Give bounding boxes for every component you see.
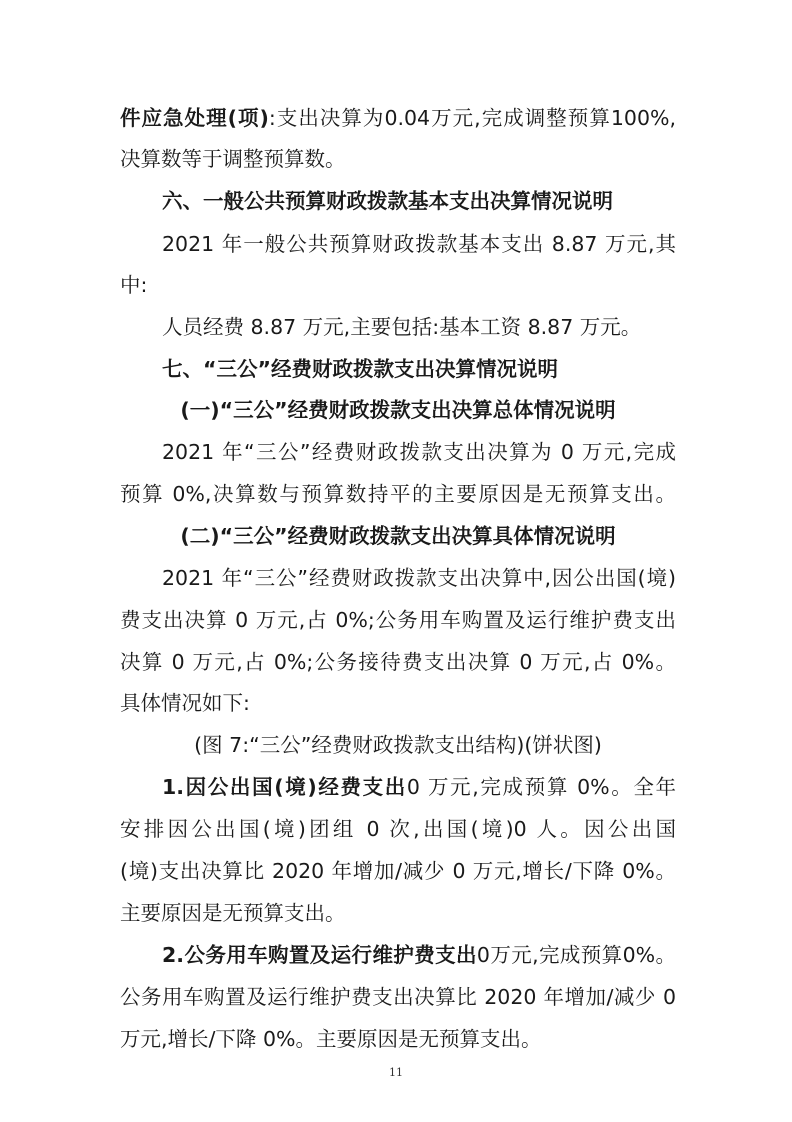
body-text: 0 万元,完成预算 0%。全年	[406, 775, 676, 799]
bold-heading-text: 2.公务用车购置及运行维护费支出	[162, 943, 477, 967]
paragraph-line	[162, 229, 676, 259]
body-text: 安排因公出国(境)团组 0 次,出国(境)0 人。因公出国	[120, 817, 676, 841]
body-text: 费支出决算 0 万元,占 0%;公务用车购置及运行维护费支出	[120, 608, 676, 632]
body-text: 决算数等于调整预算数。	[120, 147, 346, 171]
paragraph-line	[120, 1024, 676, 1054]
body-text: (境)支出决算比 2020 年增加/减少 0 万元,增长/下降 0%。	[120, 859, 676, 883]
body-text: 万元,增长/下降 0%。主要原因是无预算支出。	[120, 1027, 542, 1051]
paragraph-line	[120, 856, 676, 886]
body-text: 公务用车购置及运行维护费支出决算比 2020 年增加/减少 0	[120, 985, 676, 1009]
paragraph-line	[162, 437, 676, 467]
paragraph-line	[120, 898, 676, 928]
body-text: 主要原因是无预算支出。	[120, 901, 346, 925]
body-text: 2021 年“三公”经费财政拨款支出决算为 0 万元,完成	[162, 440, 676, 464]
paragraph-line	[162, 563, 676, 593]
body-text: 决算 0 万元,占 0%;公务接待费支出决算 0 万元,占 0%。	[120, 650, 676, 674]
figure-caption: (图 7:“三公”经费财政拨款支出结构)(饼状图)	[194, 733, 602, 757]
body-text: 具体情况如下:	[120, 691, 250, 715]
section-heading: 七、“三公”经费财政拨款支出决算情况说明	[162, 357, 558, 381]
body-text: 人员经费 8.87 万元,主要包括:基本工资 8.87 万元。	[162, 315, 642, 339]
paragraph-line	[120, 479, 676, 509]
body-text: 2021 年“三公”经费财政拨款支出决算中,因公出国(境)	[162, 566, 676, 590]
paragraph-line	[120, 270, 676, 300]
paragraph-line	[162, 772, 676, 802]
paragraph-line	[120, 647, 676, 677]
page-number: 11	[389, 1066, 403, 1079]
paragraph-line	[162, 940, 676, 970]
subsection-heading: (一)“三公”经费财政拨款支出决算总体情况说明	[180, 398, 616, 422]
bold-heading-text: 件应急处理(项)	[120, 106, 269, 130]
bold-heading-text: 1.因公出国(境)经费支出	[162, 775, 407, 799]
body-text: 预算 0%,决算数与预算数持平的主要原因是无预算支出。	[120, 482, 676, 506]
body-text: 中:	[120, 273, 148, 297]
subsection-heading: (二)“三公”经费财政拨款支出决算具体情况说明	[180, 524, 616, 548]
paragraph-line	[120, 103, 676, 133]
body-text: :支出决算为0.04万元,完成调整预算100%,	[268, 106, 676, 130]
paragraph-line	[120, 814, 676, 844]
paragraph-line	[120, 982, 676, 1012]
paragraph-line	[120, 605, 676, 635]
section-heading: 六、一般公共预算财政拨款基本支出决算情况说明	[162, 189, 613, 213]
paragraph-line	[120, 688, 676, 718]
body-text: 2021 年一般公共预算财政拨款基本支出 8.87 万元,其	[162, 232, 676, 256]
paragraph-line	[120, 144, 676, 174]
body-text: 0万元,完成预算0%。	[476, 943, 676, 967]
paragraph-line	[162, 312, 676, 342]
